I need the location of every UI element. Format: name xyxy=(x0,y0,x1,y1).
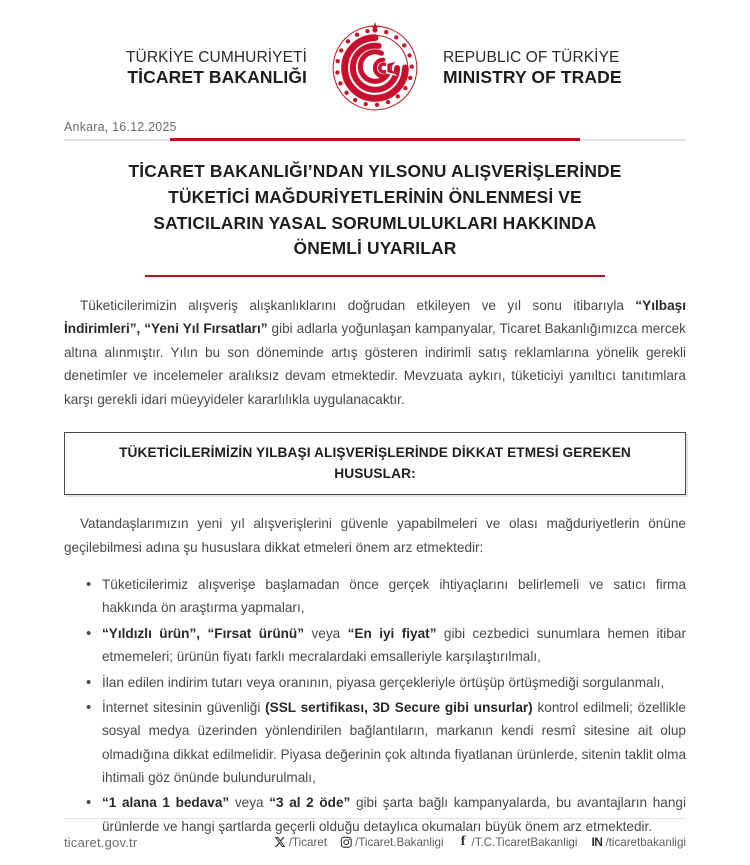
list-item xyxy=(86,573,686,620)
linkedin-icon: IN xyxy=(591,835,603,849)
social-handle-x: /Ticaret xyxy=(288,835,328,849)
page-title xyxy=(60,159,690,277)
point-text-mid: veya xyxy=(229,795,270,811)
intro-bold-campaigns: “Yılbaşı İndirimleri”, “Yeni Yıl Fırsatları” xyxy=(64,298,686,337)
divider-accent-segment xyxy=(170,138,580,141)
brand-english-top: REPUBLIC OF TÜRKİYE xyxy=(443,48,620,66)
date-and-divider xyxy=(0,120,750,141)
intro-text-c: gibi adlarla yoğunlaşan kampanyalar, Ticaret Bakanlığımızca mercek altına alınmıştır. Yılın bu son döneminde artış gösteren indirimli satış reklamlarına yönelik gerekli denetimler ve incelemeler aralıksız devam etmektedir. Mevzuata aykırı, tüketiciyi yanıltıcı tanıtımlara karşı gerekli idari müeyyideler kararlılıkla uygulanacaktır. xyxy=(64,321,686,407)
list-item xyxy=(86,622,686,669)
social-links xyxy=(274,836,686,849)
callout-line-1: TÜKETİCİLERİMİZİN YILBAŞI ALIŞVERİŞLERİNDE DİKKAT ETMESİ GEREKEN xyxy=(119,444,631,460)
lead-paragraph: Vatandaşlarımızın yeni yıl alışverişlerini güvenle yapabilmeleri ve olası mağduriyetlerin önüne geçilebilmesi adına şu hususlara dikkat etmeleri önem arz etmektedir: xyxy=(64,516,686,555)
point-text-c: gibi cezbedici sunumlara hemen itibar etmemeleri; ürünün fiyatı farklı mecralardaki emsalleriyle karşılaştırılmalı, xyxy=(102,625,686,665)
point-text-a: İnternet sitesinin güvenliği xyxy=(102,699,266,715)
point-bold-b: “3 al 2 öde” xyxy=(269,795,351,811)
point-text-a: İlan edilen indirim tutarı veya oranının, piyasa gerçekleriyle örtüşüp örtüşmediği sorgulanmalı, xyxy=(102,674,665,690)
list-item xyxy=(86,696,686,790)
divider-left-segment xyxy=(64,139,170,141)
brand-english xyxy=(443,49,663,88)
brand-turkish-top: TÜRKİYE CUMHURİYETİ xyxy=(125,48,307,66)
social-handle-instagram: /Ticaret.Bakanligi xyxy=(355,835,444,849)
page-title-line-2: TÜKETİCİ MAĞDURİYETLERİNİN ÖNLENMESİ VE xyxy=(168,186,582,207)
turkish-ministry-of-trade-emblem xyxy=(329,22,421,114)
document-footer xyxy=(64,818,686,865)
callout-box xyxy=(64,432,686,495)
point-text-mid: veya xyxy=(304,625,348,641)
divider-right-segment xyxy=(580,139,686,141)
x-twitter-icon xyxy=(274,836,287,849)
page-title-line-4: ÖNEMLİ UYARILAR xyxy=(293,238,457,259)
social-link-x[interactable] xyxy=(274,836,327,849)
social-link-instagram[interactable] xyxy=(340,836,444,849)
website-url[interactable]: ticaret.gov.tr xyxy=(64,834,138,850)
instagram-icon xyxy=(340,836,353,849)
point-bold-b: “En iyi fiyat” xyxy=(347,625,437,641)
intro-text-a: Tüketicilerimizin alışveriş alışkanlıklarını doğrudan etkileyen ve yıl sonu itibarıyla xyxy=(80,298,636,313)
point-text-c: gibi şarta bağlı kampanyalarda, bu avantajların hangi ürünlerde ve hangi şartlarda geçerli olduğu detaylıca okumaları büyük önem arz etmektedir. xyxy=(102,795,686,834)
advice-list xyxy=(64,573,686,838)
point-bold-a: (SSL sertifikası, 3D Secure gibi unsurlar) xyxy=(265,699,533,715)
point-text-c: kontrol edilmeli; özellikle sosyal medya üzerinden yönlendirilen bağlantıların, markanın kendi resmî sitesine ait olup olmadığına dikkat edilmelidir. Piyasa değerinin çok altında fiyatlanan ürünlerde, sitenin taklit olma ihtimali göz önünde bulundurulmalı, xyxy=(102,699,686,786)
page-title-line-3: SATICILARIN YASAL SORUMLULUKLARI HAKKINDA xyxy=(153,212,597,233)
point-text-a: Tüketicilerimiz alışverişe başlamadan önce gerçek ihtiyaçlarını belirlemeli ve satıcı firma hakkında ön araştırma yapmaları, xyxy=(102,577,686,616)
page-title-line-1: TİCARET BAKANLIĞI’NDAN YILSONU ALIŞVERİŞLERİNDE xyxy=(128,161,622,181)
title-divider xyxy=(145,275,605,277)
dateline: Ankara, 16.12.2025 xyxy=(64,120,177,134)
social-handle-facebook: /T.C.TicaretBakanligi xyxy=(471,835,578,849)
point-bold-a: “Yıldızlı ürün”, “Fırsat ürünü” xyxy=(102,625,305,641)
social-handle-linkedin: /ticaretbakanligi xyxy=(605,835,686,849)
brand-turkish xyxy=(87,49,307,88)
callout-line-2: HUSUSLAR: xyxy=(334,466,416,482)
brand-english-bottom: MINISTRY OF TRADE xyxy=(443,66,622,87)
social-link-facebook[interactable] xyxy=(457,836,578,849)
point-bold-a: “1 alana 1 bedava” xyxy=(102,795,230,811)
list-item xyxy=(86,671,686,694)
header-divider xyxy=(64,138,686,141)
document-body xyxy=(64,294,686,838)
social-link-linkedin[interactable] xyxy=(590,836,686,849)
brand-turkish-bottom: TİCARET BAKANLIĞI xyxy=(127,66,307,87)
facebook-icon: f xyxy=(460,834,466,849)
document-header xyxy=(0,0,750,118)
intro-paragraph xyxy=(64,294,686,411)
